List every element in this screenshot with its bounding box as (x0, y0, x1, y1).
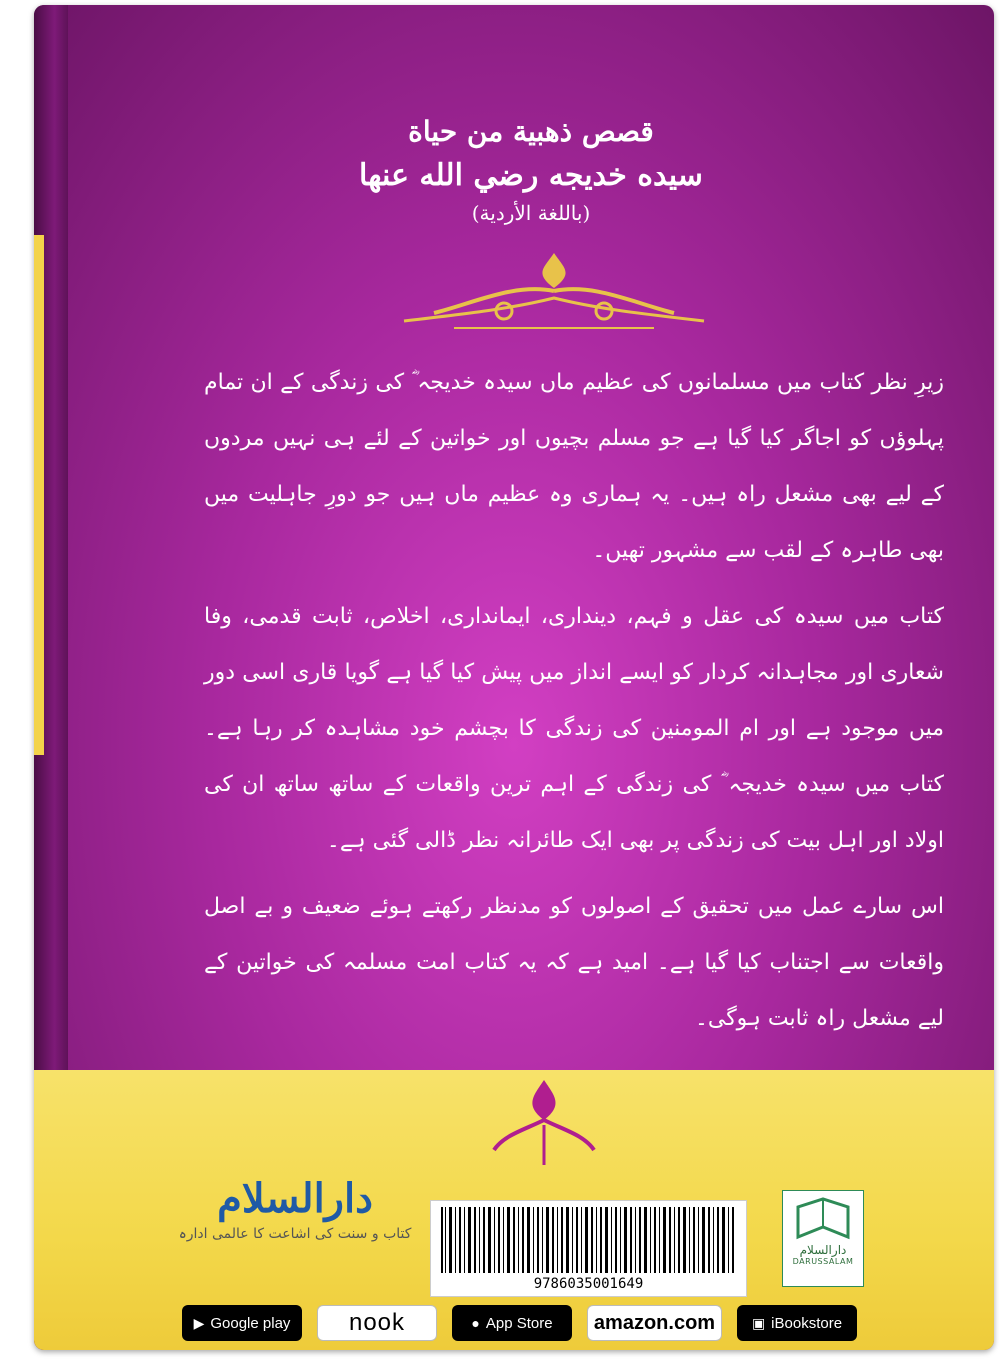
ibookstore-badge[interactable] (737, 1305, 857, 1341)
ornament-bottom (474, 1075, 614, 1170)
publisher-name: دارالسلام (217, 1175, 373, 1222)
google-play-label: Google play (210, 1314, 291, 1332)
title-line-3: (باللغة الأردية) (471, 201, 591, 225)
paragraph-1: زیرِ نظر کتاب میں مسلمانوں کی عظیم ماں سیدہ خدیجہ ؓ کی زندگی کے ان تمام پہلوؤں کو اجاگر کیا گیا ہے جو مسلم بچیوں اور خواتین کے لئے ہی نہیں مردوں کے لیے بھی مشعل راہ ہیں۔ یہ ہماری وہ عظیم ماں ہیں جو دورِ جاہلیت میں بھی طاہرہ کے لقب سے مشہور تھیں۔ (204, 370, 944, 563)
badge-english: DARUSSALAM (792, 1257, 854, 1266)
google-play-badge[interactable] (182, 1305, 302, 1341)
amazon-label: amazon.com (593, 1311, 716, 1334)
badge-arabic: دارالسلام (799, 1243, 847, 1257)
title-line-2: سيده خديجه رضي الله عنها (359, 158, 703, 193)
spine-band (34, 235, 44, 755)
publisher-logo (175, 1175, 415, 1275)
book-back-cover (34, 5, 994, 1350)
publisher-tagline: کتاب و سنت کی اشاعت کا عالمی ادارہ (178, 1226, 412, 1242)
nook-label: nook (348, 1309, 406, 1336)
publisher-badge (782, 1190, 864, 1287)
ibookstore-label: iBookstore (771, 1314, 843, 1332)
ornament-top (394, 243, 714, 338)
nook-badge[interactable] (317, 1305, 437, 1341)
store-badges (182, 1305, 882, 1343)
barcode-bars (439, 1207, 738, 1273)
description (204, 355, 944, 1057)
app-store-label: App Store (485, 1314, 553, 1332)
paragraph-2: کتاب میں سیدہ کی عقل و فہم، دینداری، ایمانداری، اخلاص، ثابت قدمی، وفا شعاری اور مجاہدانہ کردار کو ایسے انداز میں پیش کیا گیا ہے گویا قاری اسی دور میں موجود ہے اور ام المومنین کی زندگی کا بچشم خود مشاہدہ کر رہا ہے۔ کتاب میں سیدہ خدیجہ ؓ کی زندگی کے اہم ترین واقعات کے ساتھ ساتھ ان کی اولاد اور اہل بیت کی زندگی پر بھی ایک طائرانہ نظر ڈالی گئی ہے۔ (204, 604, 944, 853)
paragraph-3: اس سارے عمل میں تحقیق کے اصولوں کو مدنظر رکھتے ہوئے ضعیف و بے اصل واقعات سے اجتناب کیا گیا ہے۔ امید ہے کہ یہ کتاب امت مسلمہ کی خواتین کے لیے مشعل راہ ثابت ہوگی۔ (204, 894, 944, 1031)
book-store-icon: ▣ (751, 1314, 766, 1331)
book-icon (793, 1197, 853, 1242)
title-line-1: قصص ذهبية من حياة (408, 115, 654, 148)
app-store-badge[interactable] (452, 1305, 572, 1341)
amazon-badge[interactable] (587, 1305, 722, 1341)
play-icon: ▶ (193, 1314, 205, 1331)
apple-icon: ● (471, 1315, 480, 1331)
barcode (430, 1200, 747, 1297)
title-block (68, 115, 994, 225)
isbn-number: 9786035001649 (533, 1276, 644, 1292)
